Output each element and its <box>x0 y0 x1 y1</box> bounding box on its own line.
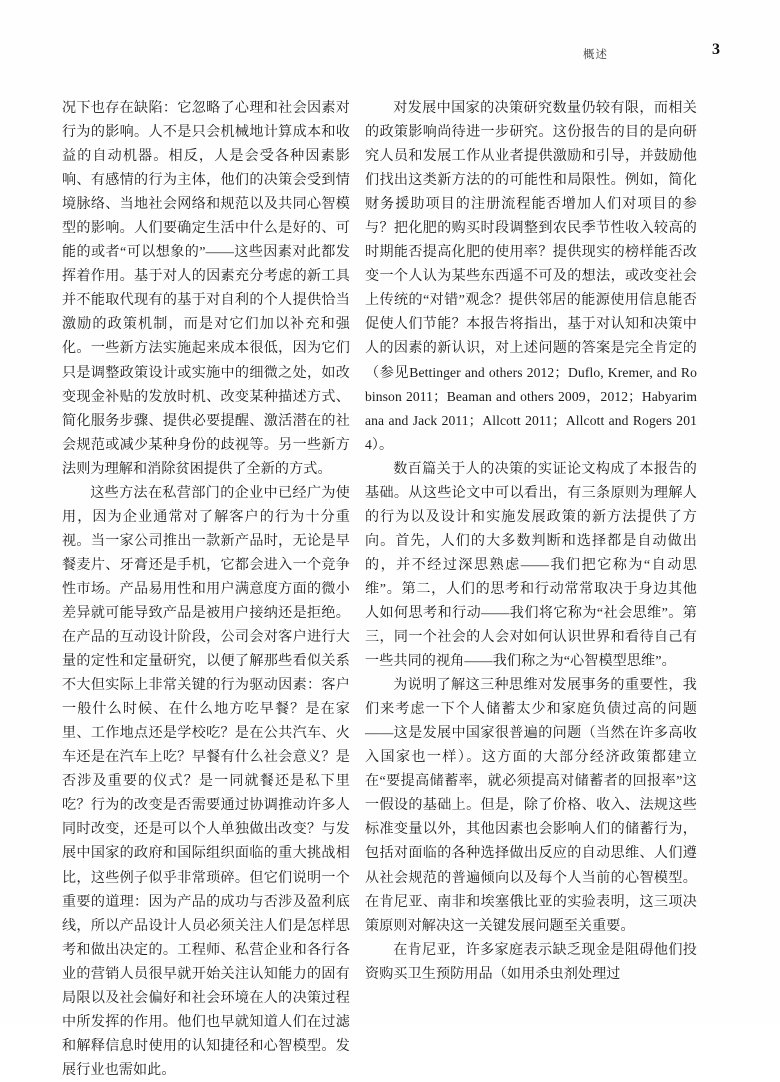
citation-list: Bettinger and others 2012；Duflo, Kremer, and Robinson 2011；Beaman and others 2009，2012；Habyarimana and Jack 2011；Allcott 2011；Allcott and Rogers 2014 <box>365 364 697 452</box>
paragraph: 数百篇关于人的决策的实证论文构成了本报告的基础。从这些论文中可以看出，有三条原则为理解人的行为以及设计和实施发展政策的新方法提供了方向。首先，人们的大多数判断和选择都是自动做出的，并不经过深思熟虑——我们把它称为“自动思维”。第二，人们的思考和行动常常取决于身边其他人如何思考和行动——我们将它称为“社会思维”。第三，同一个社会的人会对如何认识世界和看待自己有一些共同的视角——我们称之为“心智模型思维”。 <box>365 460 697 670</box>
page-number: 3 <box>712 41 720 58</box>
paragraph: 为说明了解这三种思维对发展事务的重要性，我们来考虑一下个人储蓄太少和家庭负债过高的问题——这是发展中国家很普遍的问题（当然在许多高收入国家也一样）。这方面的大部分经济政策都建立在“要提高储蓄率，就必须提高对储蓄者的回报率”这一假设的基础上。但是，除了价格、收入、法规这些标准变量以外，其他因素也会影响人们的储蓄行为，包括对面临的各种选择做出反应的自动思维、人们遵从社会规范的普遍倾向以及每个人当前的心智模型。在肯尼亚、南非和埃塞俄比亚的实验表明，这三项决策原则对解决这一关键发展问题至关重要。 <box>365 677 697 934</box>
body-columns <box>0 96 780 1078</box>
running-head <box>60 41 720 66</box>
paragraph-tail: ）。 <box>371 436 394 453</box>
paragraph: 这些方法在私营部门的企业中已经广为使用，因为企业通常对了解客户的行为十分重视。当一家公司推出一款新产品时，无论是早餐麦片、牙膏还是手机，它都会进入一个竞争性市场。产品易用性和用户满意度方面的微小差异就可能导致产品是被用户接纳还是拒绝。在产品的互动设计阶段，公司会对客户进行大量的定性和定量研究，以便了解那些看似关系不大但实际上非常关键的行为驱动因素：客户一般什么时候、在什么地方吃早餐？是在家里、工作地点还是学校吃？是在公共汽车、火车还是在汽车上吃？早餐有什么社会意义？是否涉及重要的仪式？是一同就餐还是私下里吃？行为的改变是否需要通过协调推动许多人同时改变，还是可以个人单独做出改变？与发展中国家的政府和国际组织面临的重大挑战相比，这些例子似乎非常琐碎。但它们说明一个重要的道理：因为产品的成功与否涉及盈利底线，所以产品设计人员必须关注人们是怎样思考和做出决定的。工程师、私营企业和各行各业的营销人员很早就开始关注认知能力的固有局限以及社会偏好和社会环境在人的决策过程中所发挥的作用。他们也早就知道人们在过滤和解释信息时使用的认知捷径和心智模型。发展行业也需如此。 <box>62 484 350 1078</box>
paragraph: 在肯尼亚，许多家庭表示缺乏现金是阻碍他们投资购买卫生预防用品（如用杀虫剂处理过 <box>365 941 697 982</box>
column-left <box>62 96 350 1078</box>
running-head-title: 概述 <box>583 49 608 61</box>
column-right <box>365 96 697 984</box>
paragraph-text: 对发展中国家的决策研究数量仍较有限，而相关的政策影响尚待进一步研究。这份报告的目的是向研究人员和发展工作从业者提供激励和引导，并鼓励他们找出这类新方法的的可能性和局限性。例如，简化财务援助项目的注册流程能否增加人们对项目的参与？把化肥的购买时段调整到农民季节性收入较高的时期能否提高化肥的使用率？提供现实的榜样能否改变一个人认为某些东西遥不可及的想法，或改变社会上传统的“对错”观念？提供邻居的能源使用信息能否促使人们节能？本报告将指出，基于对认知和决策中人的因素的新认识，对上述问题的答案是完全肯定的（参见 <box>365 100 697 381</box>
paragraph <box>365 96 697 457</box>
paragraph: 况下也存在缺陷：它忽略了心理和社会因素对行为的影响。人不是只会机械地计算成本和收益的自动机器。相反，人是会受各种因素影响、有感情的行为主体，他们的决策会受到情境脉络、当地社会网络和规范以及共同心智模型的影响。人们要确定生活中什么是好的、可能的或者“可以想象的”——这些因素对此都发挥着作用。基于对人的因素充分考虑的新工具并不能取代现有的基于对自利的个人提供恰当激励的政策机制，而是对它们加以补充和强化。一些新方法实施起来成本很低，因为它们只是调整政策设计或实施中的细微之处，如改变现金补贴的发放时机、改变某种描述方式、简化服务步骤、提供必要提醒、激活潜在的社会规范或减少某种身份的歧视等。另一些新方法则为理解和消除贫困提供了全新的方式。 <box>62 100 350 477</box>
